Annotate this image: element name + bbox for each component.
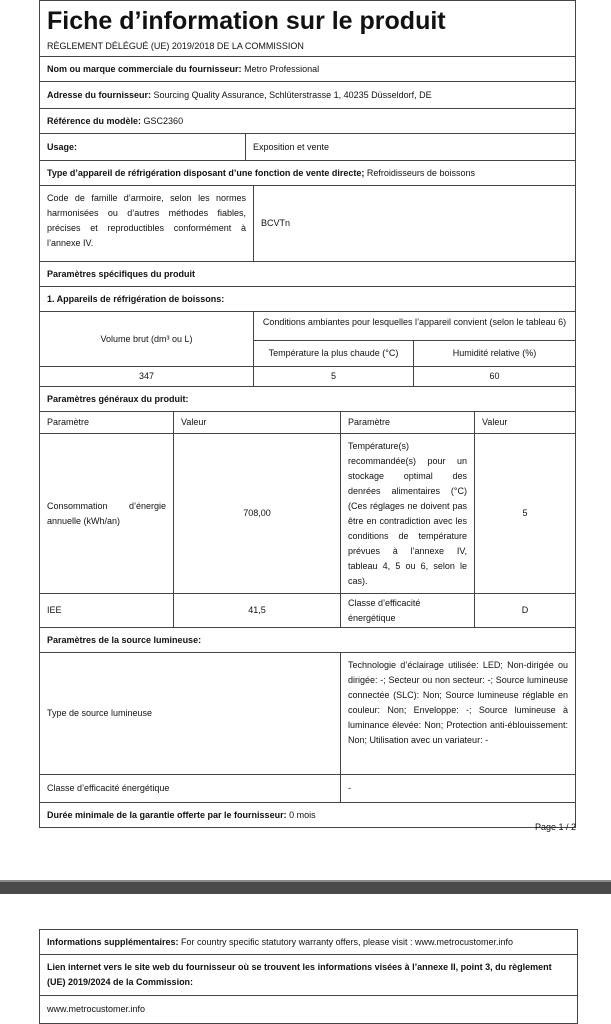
- energy-consumption-label: Consommation d’énergie annuelle (kWh/an): [40, 434, 174, 593]
- iee-label: IEE: [40, 594, 174, 627]
- warmest-temperature-header: Température la plus chaude (°C): [254, 341, 414, 366]
- supplier-website-link[interactable]: www.metrocustomer.info: [47, 1004, 146, 1014]
- appliance-type-row: [40, 161, 575, 186]
- usage-row: [40, 134, 575, 161]
- supplier-name-label: Nom ou marque commerciale du fournisseur:: [47, 64, 242, 74]
- light-class-label: Classe d’efficacité énergétique: [40, 775, 341, 802]
- additional-info-label: Informations supplémentaires:: [47, 937, 179, 947]
- supplier-address-value: Sourcing Quality Assurance, Schlüterstrasse 1, 40235 Düsseldorf, DE: [153, 90, 432, 100]
- general-params-header: [40, 412, 575, 434]
- specific-params-heading: Paramètres spécifiques du produit: [47, 269, 196, 279]
- beverage-coolers-heading-row: [40, 287, 575, 312]
- volume-value: 347: [40, 367, 254, 386]
- specific-params-heading-row: [40, 262, 575, 287]
- light-class-row: [40, 775, 575, 803]
- light-source-heading: Paramètres de la source lumineuse:: [47, 635, 202, 645]
- general-params-heading-row: [40, 387, 575, 412]
- warranty-label: Durée minimale de la garantie offerte par le fournisseur:: [47, 810, 287, 820]
- specific-params-header: [40, 312, 575, 367]
- family-code-row: [40, 186, 575, 262]
- additional-info-value: For country specific statutory warranty offers, please visit : www.metrocustomer.info: [181, 937, 514, 947]
- appliance-type-label: Type d’appareil de réfrigération disposant d’une fonction de vente directe;: [47, 168, 365, 178]
- model-reference-row: [40, 109, 575, 134]
- supplier-address-label: Adresse du fournisseur:: [47, 90, 152, 100]
- supplier-address-row: [40, 82, 575, 109]
- usage-label: Usage:: [47, 141, 78, 152]
- general-params-heading: Paramètres généraux du produit:: [47, 394, 189, 404]
- param-col-header: Paramètre: [40, 412, 174, 433]
- page-two-sheet: [39, 929, 578, 1024]
- page-number: Page 1 / 2: [534, 822, 576, 832]
- additional-info-row: [40, 930, 577, 955]
- beverage-coolers-heading: 1. Appareils de réfrigération de boissons:: [47, 294, 225, 304]
- warranty-value: 0 mois: [289, 810, 316, 820]
- usage-label-cell: [40, 134, 246, 160]
- relative-humidity-header: Humidité relative (%): [452, 348, 537, 358]
- appliance-type-value: Refroidisseurs de boissons: [366, 168, 475, 178]
- supplier-name-row: [40, 57, 575, 82]
- relative-humidity-value: 60: [489, 371, 500, 381]
- ambient-subheaders: [254, 341, 575, 366]
- supplier-name-value: Metro Professional: [244, 64, 320, 74]
- param-col-header-2: Paramètre: [341, 412, 475, 433]
- light-source-type-value: Technologie d’éclairage utilisée: LED; Non-dirigée ou dirigée: -; Secteur ou non secteur: -; Source lumineuse connectée (SLC): Non; Source lumineuse réglable en couleur: Non; Enveloppe: -; Source lumineuse à luminance élevée: Non; Protection anti-éblouissement: Non; Utilisation avec un variateur: -: [348, 660, 568, 745]
- energy-class-label: Classe d’efficacité énergétique: [341, 594, 475, 627]
- energy-consumption-value: 708,00: [174, 434, 341, 593]
- usage-value: Exposition et vente: [253, 141, 330, 152]
- volume-header: Volume brut (dm³ ou L): [40, 312, 254, 366]
- family-code-value: BCVTn: [261, 218, 291, 228]
- supplier-website-row: [40, 996, 577, 1023]
- value-col-header-2: Valeur: [482, 417, 508, 427]
- energy-consumption-row: [40, 434, 575, 594]
- page-one: [39, 0, 576, 828]
- family-code-label: Code de famille d’armoire, selon les normes harmonisées ou d’autres méthodes fiables, précises et reproductibles conformément à l’annexe IV.: [40, 186, 254, 261]
- ambient-conditions-header-group: [254, 312, 575, 366]
- light-source-type-label: Type de source lumineuse: [40, 653, 341, 774]
- storage-temperature-label: Température(s) recommandée(s) pour un stockage optimal des denrées alimentaires (°C) (Ces réglages ne doivent pas être en contradiction avec les conditions de température prévues à l’annexe IV, tableau 4, 5 ou 6, selon le cas).: [341, 434, 475, 593]
- warmest-temperature-value: 5: [254, 367, 414, 386]
- model-reference-value: GSC2360: [143, 116, 184, 126]
- light-class-value: -: [348, 783, 351, 793]
- iee-value: 41,5: [174, 594, 341, 627]
- regulation-reference: RÈGLEMENT DÉLÉGUÉ (UE) 2019/2018 DE LA COMMISSION: [40, 35, 575, 57]
- page-separator: [0, 882, 611, 894]
- ambient-conditions-header: Conditions ambiantes pour lesquelles l’appareil convient (selon le tableau 6): [254, 312, 575, 341]
- storage-temperature-value: 5: [522, 508, 528, 518]
- iee-row: [40, 594, 575, 628]
- specific-params-values: [40, 367, 575, 387]
- supplier-website-label: Lien internet vers le site web du fournisseur où se trouvent les informations visées à l’annexe II, point 3, du règlement (UE) 2019/2024 de la Commission:: [40, 955, 577, 996]
- page-title: Fiche d’information sur le produit: [47, 7, 446, 35]
- model-reference-label: Référence du modèle:: [47, 116, 142, 126]
- light-source-type-row: [40, 653, 575, 775]
- light-source-heading-row: [40, 628, 575, 653]
- energy-class-value: D: [521, 605, 529, 615]
- product-info-sheet: [39, 0, 576, 828]
- value-col-header: Valeur: [174, 412, 341, 433]
